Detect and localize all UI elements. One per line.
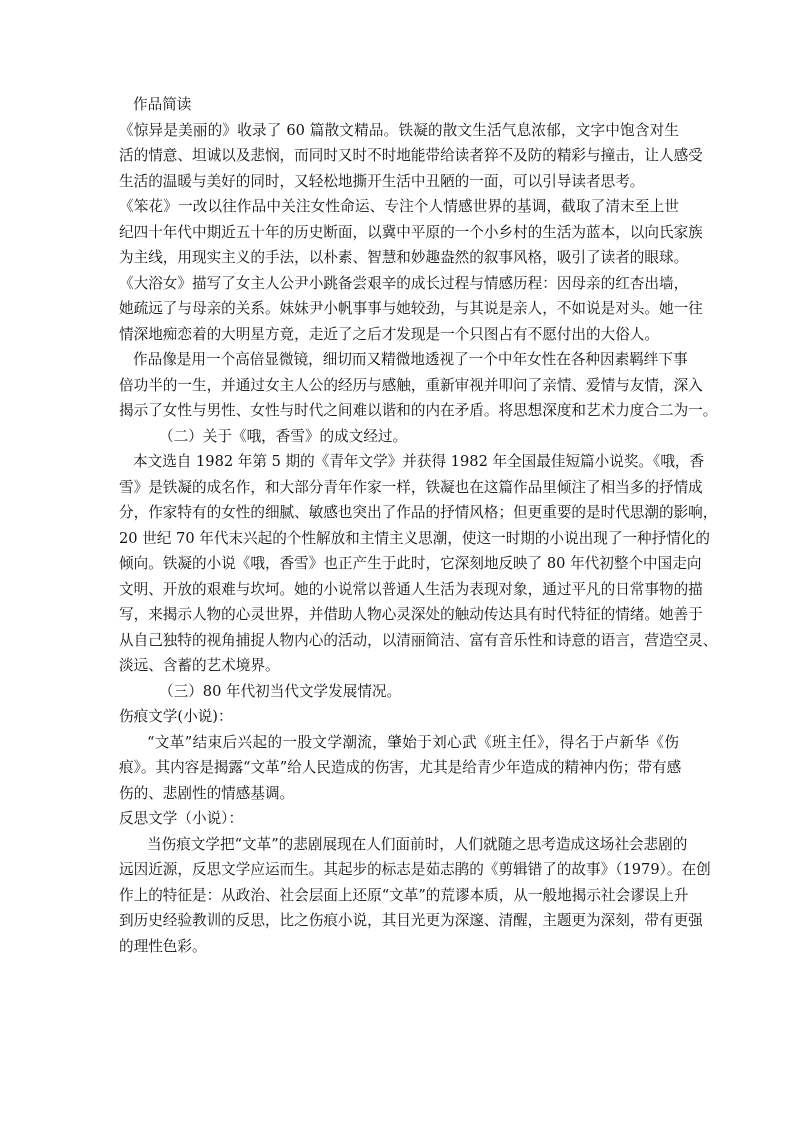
text-line: 当伤痕文学把“文革”的悲剧展现在人们面前时，人们就随之思考造成这场社会悲剧的 <box>147 835 688 853</box>
text-line: 她疏远了与母亲的关系。妹妹尹小帆事事与她较劲，与其说是亲人，不如说是对头。她一往 <box>119 300 703 317</box>
section-heading-3: （三）80 年代初当代文学发展情况。 <box>159 682 402 700</box>
text-line: 情深地痴恋着的大明星方竟，走近了之后才发现是一个只图占有不愿付出的大俗人。 <box>119 325 659 343</box>
text-line: 作上的特征是：从政治、社会层面上还原“文革”的荒谬本质，从一般地揭示社会谬误上升 <box>119 886 689 904</box>
text-line: 分，作家特有的女性的细腻、敏感也突出了作品的抒情风格；但更重要的是时代思潮的影响， <box>119 504 718 521</box>
text-line: 雪》是铁凝的成名作，和大部分青年作家一样，铁凝也在这篇作品里倾注了相当多的抒情成 <box>119 478 703 496</box>
text-line: 活的情意、坦诚以及悲悯，而同时又时不时地能带给读者猝不及防的精彩与撞击，让人感受 <box>119 147 703 164</box>
section-heading-works: 作品简读 <box>133 96 192 113</box>
text-line: “文革”结束后兴起的一股文学潮流，肇始于刘心武《班主任》，得名于卢新华《伤 <box>147 733 679 751</box>
text-line: 写，来揭示人物的心灵世界，并借助人物心灵深处的触动传达具有时代特征的情绪。她善于 <box>119 606 703 623</box>
text-line: 的理性色彩。 <box>119 937 207 955</box>
document-page <box>119 92 718 959</box>
text-line: 本文选自 1982 年第 5 期的《青年文学》并获得 1982 年全国最佳短篇小说奖。《哦，香 <box>133 453 705 470</box>
section-heading-2: （二）关于《哦，香雪》的成文经过。 <box>159 427 408 445</box>
text-line: 20 世纪 70 年代末兴起的个性解放和主情主义思潮，使这一时期的小说出现了一种抒情化的 <box>119 529 711 547</box>
subheading-scar-literature: 伤痕文学(小说)： <box>119 708 233 725</box>
text-line: 《大浴女》描写了女主人公尹小跳备尝艰辛的成长过程与情感历程：因母亲的红杏出墙， <box>119 274 689 292</box>
text-line: 揭示了女性与男性、女性与时代之间难以谐和的内在矛盾。将思想深度和艺术力度合二为一。 <box>119 402 718 419</box>
text-line: 为主线，用现实主义的手法，以朴素、智慧和妙趣盎然的叙事风格，吸引了读者的眼球。 <box>119 249 689 266</box>
text-line: 痕》。其内容是揭露“文革”给人民造成的伤害，尤其是给青少年造成的精神内伤；带有感 <box>119 759 682 776</box>
text-line: 到历史经验教训的反思，比之伤痕小说，其目光更为深邃、清醒，主题更为深刻，带有更强 <box>119 912 703 929</box>
subheading-reflection-literature: 反思文学（小说）： <box>119 810 244 827</box>
text-line: 文明、开放的艰难与坎坷。她的小说常以普通人生活为表现对象，通过平凡的日常事物的描 <box>119 580 703 598</box>
text-line: 倾向。铁凝的小说《哦，香雪》也正产生于此时，它深刻地反映了 80 年代初整个中国走向 <box>119 555 702 572</box>
text-line: 作品像是用一个高倍显微镜，细切而又精微地透视了一个中年女性在各种因素羁绊下事 <box>133 351 688 368</box>
text-line: 远因近源，反思文学应运而生。其起步的标志是茹志鹃的《剪辑错了的故事》（1979）。在创 <box>119 861 711 878</box>
text-line: 生活的温暖与美好的同时，又轻松地撕开生活中丑陋的一面，可以引导读者思考。 <box>119 172 645 190</box>
text-line: 伤的、悲剧性的情感基调。 <box>119 784 295 802</box>
text-line: 从自己独特的视角捕捉人物内心的活动，以清丽简洁、富有音乐性和诗意的语言，营造空灵、 <box>119 631 718 649</box>
text-line: 《惊异是美丽的》收录了 60 篇散文精品。铁凝的散文生活气息浓郁，文字中饱含对生 <box>119 121 679 139</box>
text-line: 纪四十年代中期近五十年的历史断面，以冀中平原的一个小乡村的生活为蓝本，以向氏家族 <box>119 223 703 241</box>
text-line: 《笨花》一改以往作品中关注女性命运、专注个人情感世界的基调，截取了清末至上世 <box>119 198 679 215</box>
text-line: 淡远、含蓄的艺术境界。 <box>119 657 280 674</box>
text-line: 倍功半的一生，并通过女主人公的经历与感触，重新审视并叩问了亲情、爱情与友情，深入 <box>119 376 703 394</box>
